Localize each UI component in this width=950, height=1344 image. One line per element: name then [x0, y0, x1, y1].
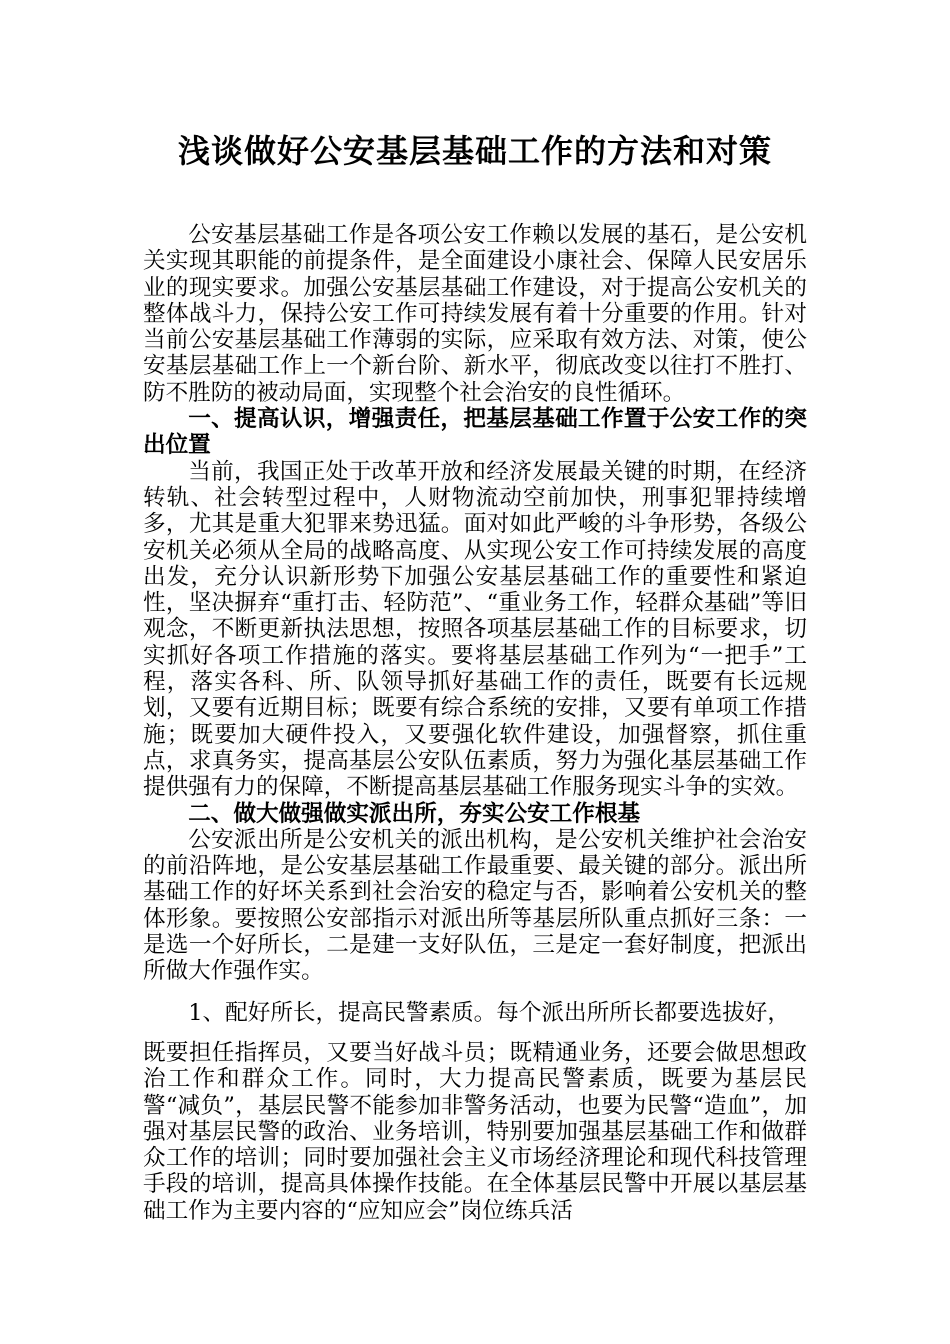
section-heading-2: 二、做大做强做实派出所，夯实公安工作根基 [188, 800, 641, 827]
item-1-paragraph: 1、配好所长，提高民警素质。每个派出所所长都要选拔好， [188, 999, 790, 1026]
section-1-paragraph: 当前，我国正处于改革开放和经济发展最关键的时期，在经济转轨、社会转型过程中，人财物流动空前加快，刑事犯罪持续增多，尤其是重大犯罪来势迅猛。面对如此严峻的斗争形势，各级公安机关必须从全局的战略高度、从实现公安工作可持续发展的高度出发，充分认识新形势下加强公安基层基础工作的重要性和紧迫性，坚决摒弃“重打击、轻防范”、“重业务工作，轻群众基础”等旧观念，不断更新执法思想，按照各项基层基础工作的目标要求，切实抓好各项工作措施的落实。要将基层基础工作列为“一把手”工程，落实各科、所、队领导抓好基础工作的责任，既要有长远规划，又要有近期目标；既要有综合系统的安排，又要有单项工作措施；既要加大硬件投入，又要强化软件建设，加强督察，抓住重点，求真务实，提高基层公安队伍素质，努力为强化基层基础工作提供强有力的保障，不断提高基层基础工作服务现实斗争的实效。 [143, 458, 807, 801]
section-heading-1: 一、提高认识，增强责任，把基层基础工作置于公安工作的突出位置 [143, 406, 807, 459]
section-2-paragraph: 公安派出所是公安机关的派出机构，是公安机关维护社会治安的前沿阵地，是公安基层基础工作最重要、最关键的部分。派出所基础工作的好坏关系到社会治安的稳定与否，影响着公安机关的整体形象。要按照公安部指示对派出所等基层所队重点抓好三条：一是选一个好所长，二是建一支好队伍，三是定一套好制度，把派出所做大作强作实。 [143, 826, 807, 985]
intro-paragraph: 公安基层基础工作是各项公安工作赖以发展的基石，是公安机关实现其职能的前提条件，是全面建设小康社会、保障人民安居乐业的现实要求。加强公安基层基础工作建设，对于提高公安机关的整体战斗力，保持公安工作可持续发展有着十分重要的作用。针对当前公安基层基础工作薄弱的实际，应采取有效方法、对策，使公安基层基础工作上一个新台阶、新水平，彻底改变以往打不胜打、防不胜防的被动局面，实现整个社会治安的良性循环。 [143, 222, 807, 406]
document-body [143, 222, 807, 1224]
item-1-continuation-paragraph: 既要担任指挥员，又要当好战斗员；既精通业务，还要会做思想政治工作和群众工作。同时，大力提高民警素质，既要为基层民警“减负”，基层民警不能参加非警务活动，也要为民警“造血”，加强对基层民警的政治、业务培训，特别要加强基层基础工作和做群众工作的培训；同时要加强社会主义市场经济理论和现代科技管理手段的培训，提高具体操作技能。在全体基层民警中开展以基层基础工作为主要内容的“应知应会”岗位练兵活 [143, 1039, 807, 1224]
document-title: 浅谈做好公安基层基础工作的方法和对策 [177, 132, 772, 170]
